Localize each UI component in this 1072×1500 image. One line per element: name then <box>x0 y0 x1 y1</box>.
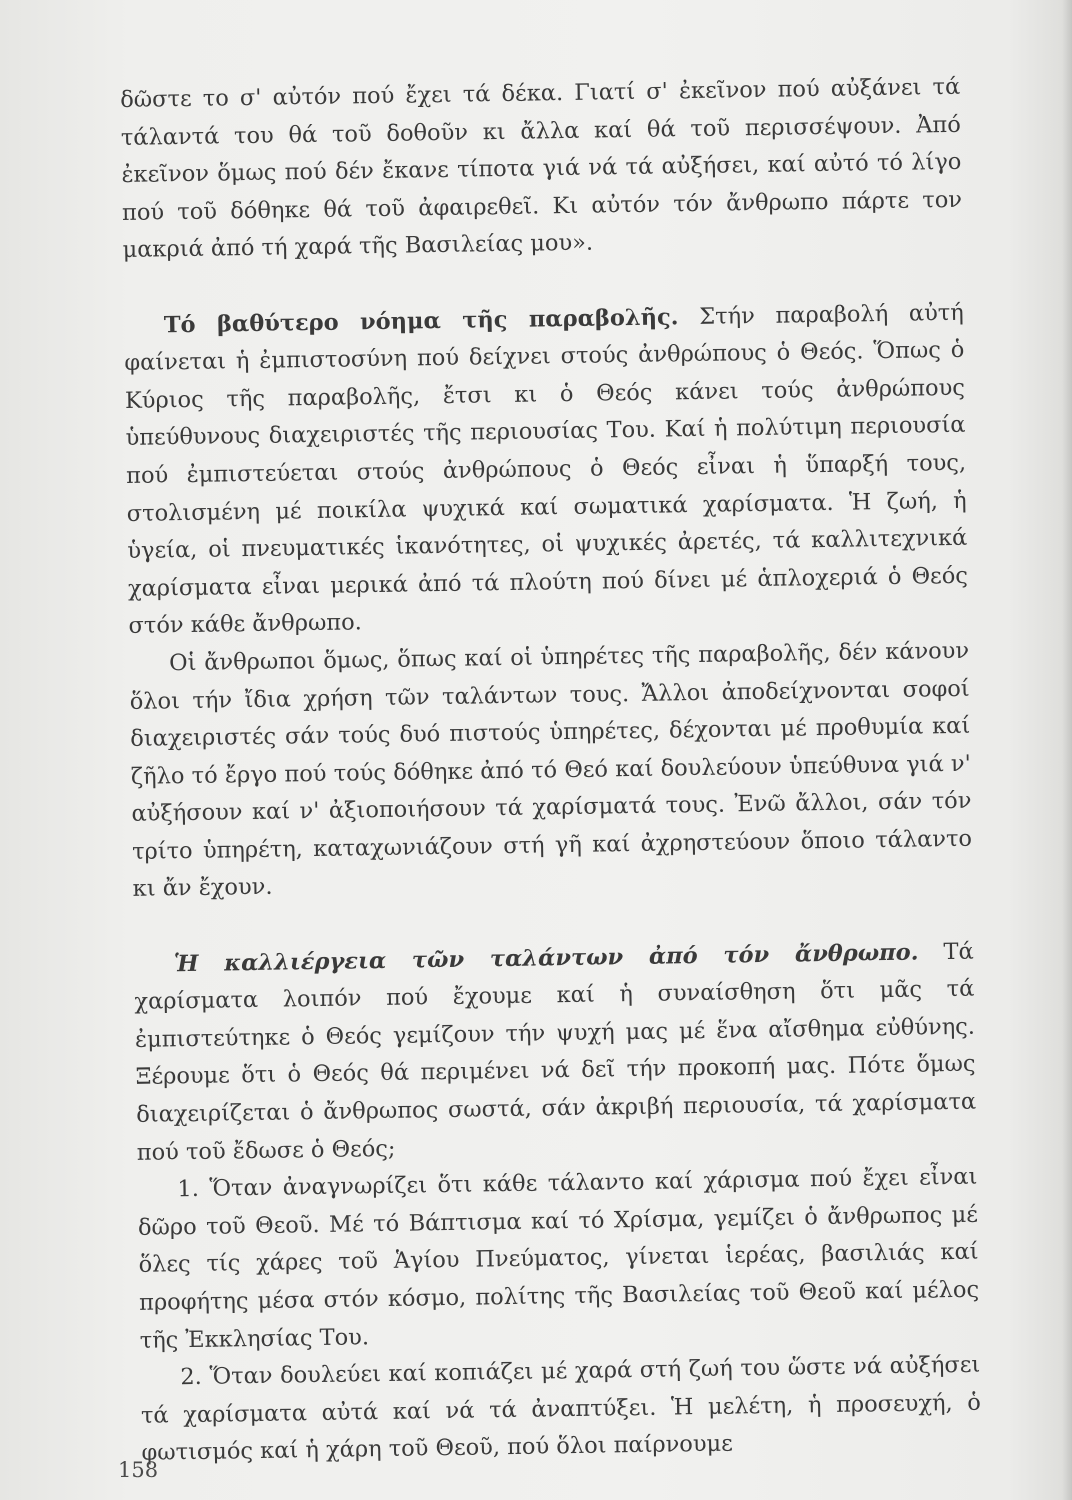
page-edge-shadow <box>1062 0 1072 1500</box>
page-number: 158 <box>118 1458 159 1482</box>
list-item-2: 2. Ὅταν δουλεύει καί κοπιάζει μέ χαρά στή ζωή του ὥστε νά αὐξήσει τά χαρίσματα αὐτά καί νά τά ἀναπτύξει. Ἡ μελέτη, ἡ προσευχή, ὁ φωτισμός καί ἡ χάρη τοῦ Θεοῦ, πού ὅλοι παίρνουμε <box>140 1351 982 1467</box>
list-item-1: 1. Ὅταν ἀναγνωρίζει ὅτι κάθε τάλαντο καί χάρισμα πού ἔχει εἶναι δῶρο τοῦ Θεοῦ. Μέ τό Βάπτισμα καί τό Χρίσμα, γεμίζει ὁ ἄνθρωπος μέ ὅλες τίς χάρες τοῦ Ἁγίου Πνεύματος, γίνεται ἱερέας, βασιλιάς καί προφήτης μέσα στόν κόσμο, πολίτης τῆς Βασιλείας τοῦ Θεοῦ καί μέλος τῆς Ἐκκλησίας Του. <box>137 1163 980 1354</box>
paragraph-parable-ending: δῶστε το σ' αὐτόν πού ἔχει τά δέκα. Γιατί σ' ἐκεῖνον πού αὐξάνει τά τάλαντά του θά τοῦ δοθοῦν κι ἄλλα καί θά τοῦ περισσέψουν. Ἀπό ἐκεῖνον ὅμως πού δέν ἔκανε τίποτα γιά νά τά αὐξήσει, καί αὐτό τό λίγο πού τοῦ δόθηκε θά τοῦ ἀφαιρεθεῖ. Κι αὐτόν τόν ἄνθρωπο πάρτε τον μακριά ἀπό τή χαρά τῆς Βασιλείας μου». <box>120 73 963 264</box>
body-text <box>120 69 982 1473</box>
section-heading-cultivation: Ἡ καλλιέργεια τῶν ταλάντων ἀπό τόν ἄνθρωπο. <box>173 939 919 977</box>
section-heading-deeper-meaning: Τό βαθύτερο νόημα τῆς παραβολῆς. <box>163 303 679 338</box>
paragraph-cultivation-text: Τά χαρίσματα λοιπόν πού ἔχουμε καί ἡ συναίσθηση ὅτι μᾶς τά ἐμπιστεύτηκε ὁ Θεός γεμίζουν τήν ψυχή μας μέ ἕνα αἴσθημα εὐθύνης. Ξέρουμε ὅτι ὁ Θεός θά περιμένει νά δεῖ τήν προκοπή μας. Πότε ὅμως διαχειρίζεται ὁ ἄνθρωπος σωστά, σάν ἀκριβή περιουσία, τά χαρίσματα πού τοῦ ἔδωσε ὁ Θεός; <box>134 938 977 1166</box>
paragraph-people-talents: Οἱ ἄνθρωποι ὅμως, ὅπως καί οἱ ὑπηρέτες τῆς παραβολῆς, δέν κάνουν ὅλοι τήν ἴδια χρήση τῶν ταλάντων τους. Ἄλλοι ἀποδείχνονται σοφοί διαχειριστές σάν τούς δυό πιστούς ὑπηρέτες, δέχονται μέ προθυμία καί ζῆλο τό ἔργο πού τούς δόθηκε ἀπό τό Θεό καί δουλεύουν ὑπεύθυνα γιά ν' αὐξήσουν καί ν' ἀξιοποιήσουν τά χαρίσματά τους. Ἐνῶ ἄλλοι, σάν τόν τρίτο ὑπηρέτη, καταχωνιάζουν στή γῆ καί ἀχρηστεύουν ὅποιο τάλαντο κι ἄν ἔχουν. <box>129 637 973 903</box>
paragraph-deeper-meaning-text: Στήν παραβολή αὐτή φαίνεται ἡ ἐμπιστοσύνη πού δείχνει στούς ἀνθρώπους ὁ Θεός. Ὅπως ὁ Κύριος τῆς παραβολῆς, ἔτσι κι ὁ Θεός κάνει τούς ἀνθρώπους ὑπεύθυνους διαχειριστές τῆς περιουσίας Του. Καί ἡ πολύτιμη περιουσία πού ἐμπιστεύεται στούς ἀνθρώπους ὁ Θεός εἶναι ἡ ὕπαρξή τους, στολισμένη μέ ποικίλα ψυχικά καί σωματικά χαρίσματα. Ἡ ζωή, ἡ ὑγεία, οἱ πνευματικές ἱκανότητες, οἱ ψυχικές ἀρετές, τά καλλιτεχνικά χαρίσματα εἶναι μερικά ἀπό τά πλούτη πού δίνει μέ ἁπλοχεριά ὁ Θεός στόν κάθε ἄνθρωπο. <box>124 299 969 640</box>
paragraph-deeper-meaning <box>124 294 969 645</box>
paragraph-cultivation <box>134 933 977 1172</box>
